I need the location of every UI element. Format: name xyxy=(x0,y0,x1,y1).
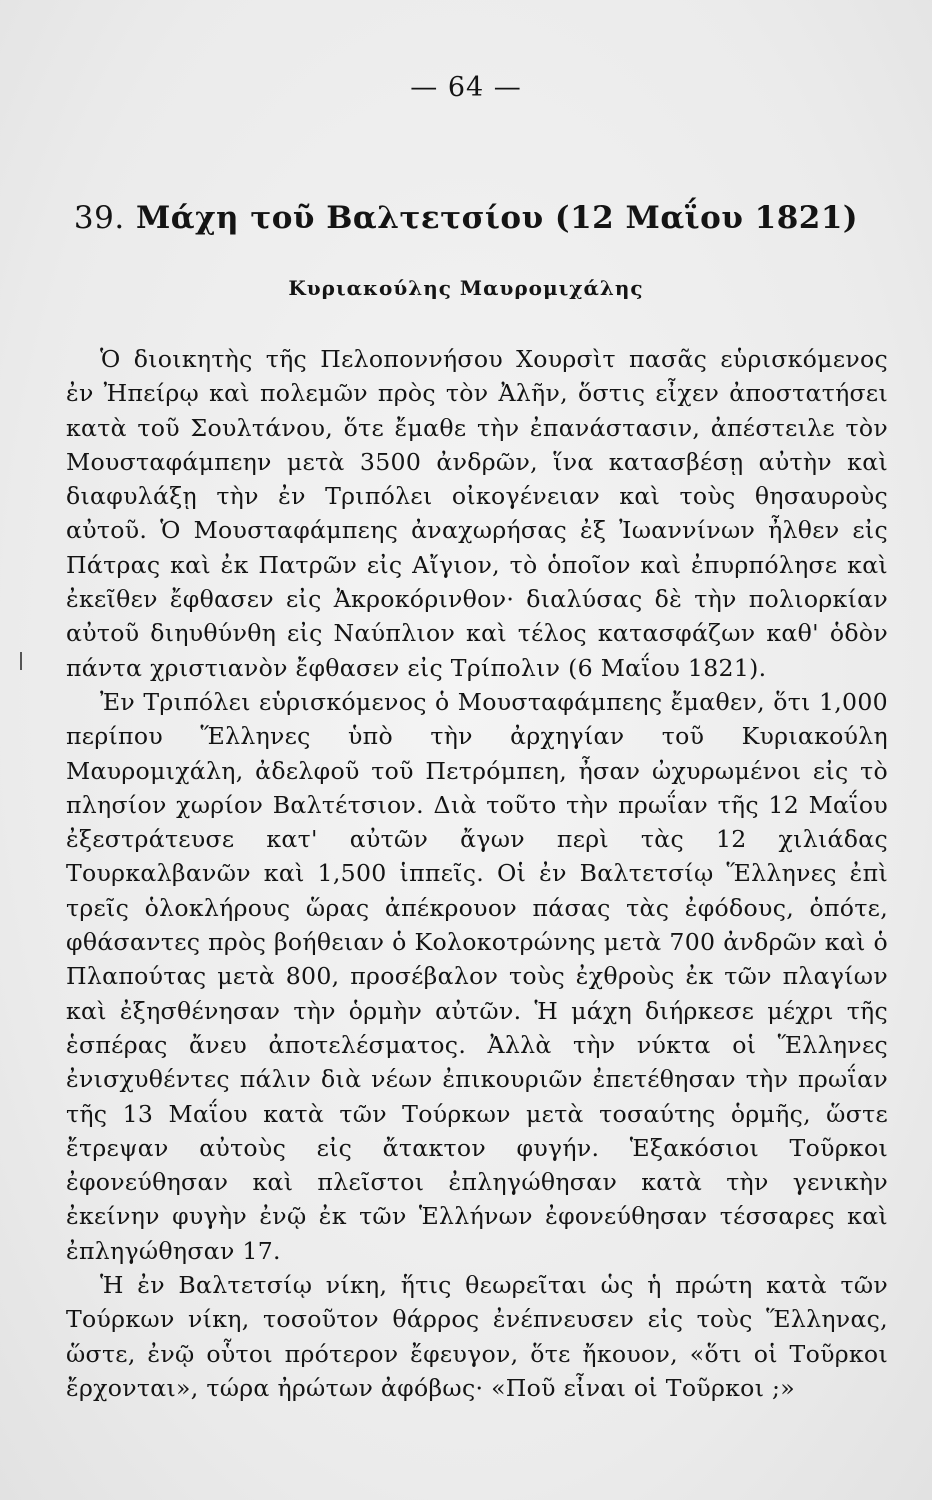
paragraph-2: Ἐν Τριπόλει εὑρισκόμενος ὁ Μουσταφάμπεης ἔμαθεν, ὅτι 1,000 περίπου Ἕλληνες ὑπὸ τὴν ἀρχηγίαν τοῦ Κυριακούλη Μαυρομιχάλη, ἀδελφοῦ τοῦ Πετρόμπεη, ἦσαν ὠχυρωμένοι εἰς τὸ πλησίον χωρίον Βαλτέτσιον. Διὰ τοῦτο τὴν πρωΐαν τῆς 12 Μαΐου ἐξεστράτευσε κατ' αὐτῶν ἄγων περὶ τὰς 12 χιλιάδας Τουρκαλβανῶν καὶ 1,500 ἱππεῖς. Οἱ ἐν Βαλτετσίῳ Ἕλληνες ἐπὶ τρεῖς ὁλοκλήρους ὥρας ἀπέκρουον πάσας τὰς ἐφόδους, ὁπότε, φθάσαντες πρὸς βοήθειαν ὁ Κολοκοτρώνης μετὰ 700 ἀνδρῶν καὶ ὁ Πλαπούτας μετὰ 800, προσέβαλον τοὺς ἐχθροὺς ἐκ τῶν πλαγίων καὶ ἐξησθένησαν τὴν ὁρμὴν αὐτῶν. Ἡ μάχη διήρκεσε μέχρι τῆς ἑσπέρας ἄνευ ἀποτελέσματος. Ἀλλὰ τὴν νύκτα οἱ Ἕλληνες ἐνισχυθέντες πάλιν διὰ νέων ἐπικουριῶν ἐπετέθησαν τὴν πρωΐαν τῆς 13 Μαΐου κατὰ τῶν Τούρκων μετὰ τοσαύτης ὁρμῆς, ὥστε ἔτρεψαν αὐτοὺς εἰς ἄτακτον φυγήν. Ἑξακόσιοι Τοῦρκοι ἐφονεύθησαν καὶ πλεῖστοι ἐπληγώθησαν κατὰ τὴν γενικὴν ἐκείνην φυγὴν ἐνῷ ἐκ τῶν Ἑλλήνων ἐφονεύθησαν τέσσαρες καὶ ἐπληγώθησαν 17. xyxy=(66,687,888,1265)
body-text xyxy=(66,342,888,1405)
margin-mark xyxy=(20,652,22,670)
paragraph-3: Ἡ ἐν Βαλτετσίῳ νίκη, ἥτις θεωρεῖται ὡς ἡ πρώτη κατὰ τῶν Τούρκων νίκη, τοσοῦτον θάρρος ἐνέπνευσεν εἰς τοὺς Ἕλληνας, ὥστε, ἐνῷ οὗτοι πρότερον ἔφευγον, ὅτε ἤκουον, «ὅτι οἱ Τοῦρκοι ἔρχονται», τώρα ἠρώτων ἀφόβως· «Ποῦ εἶναι οἱ Τοῦρκοι ;» xyxy=(66,1271,888,1402)
page-number: — 64 — xyxy=(410,72,522,103)
paragraph-1: Ὁ διοικητὴς τῆς Πελοποννήσου Χουρσὶτ πασᾶς εὑρισκόμενος ἐν Ἠπείρῳ καὶ πολεμῶν πρὸς τὸν Ἀλῆν, ὅστις εἶχεν ἀποστατήσει κατὰ τοῦ Σουλτάνου, ὅτε ἔμαθε τὴν ἐπανάστασιν, ἀπέστειλε τὸν Μουσταφάμπεην μετὰ 3500 ἀνδρῶν, ἵνα κατασβέσῃ αὐτὴν καὶ διαφυλάξῃ τὴν ἐν Τριπόλει οἰκογένειαν καὶ τοὺς θησαυροὺς αὐτοῦ. Ὁ Μουσταφάμπεης ἀναχωρήσας ἐξ Ἰωαννίνων ἦλθεν εἰς Πάτρας καὶ ἐκ Πατρῶν εἰς Αἴγιον, τὸ ὁποῖον καὶ ἐπυρπόλησε καὶ ἐκεῖθεν ἔφθασεν εἰς Ἀκροκόρινθον· διαλύσας δὲ τὴν πολιορκίαν αὐτοῦ διηυθύνθη εἰς Ναύπλιον καὶ τέλος κατασφάζων καθ' ὁδὸν πάντα χριστιανὸν ἔφθασεν εἰς Τρίπολιν (6 Μαΐου 1821). xyxy=(66,345,888,682)
section-title: Μάχη τοῦ Βαλτετσίου (12 Μαΐου 1821) xyxy=(135,200,859,236)
section-heading xyxy=(0,200,932,236)
section-number: 39. xyxy=(73,200,125,236)
section-subheading: Κυριακούλης Μαυρομιχάλης xyxy=(288,276,644,300)
